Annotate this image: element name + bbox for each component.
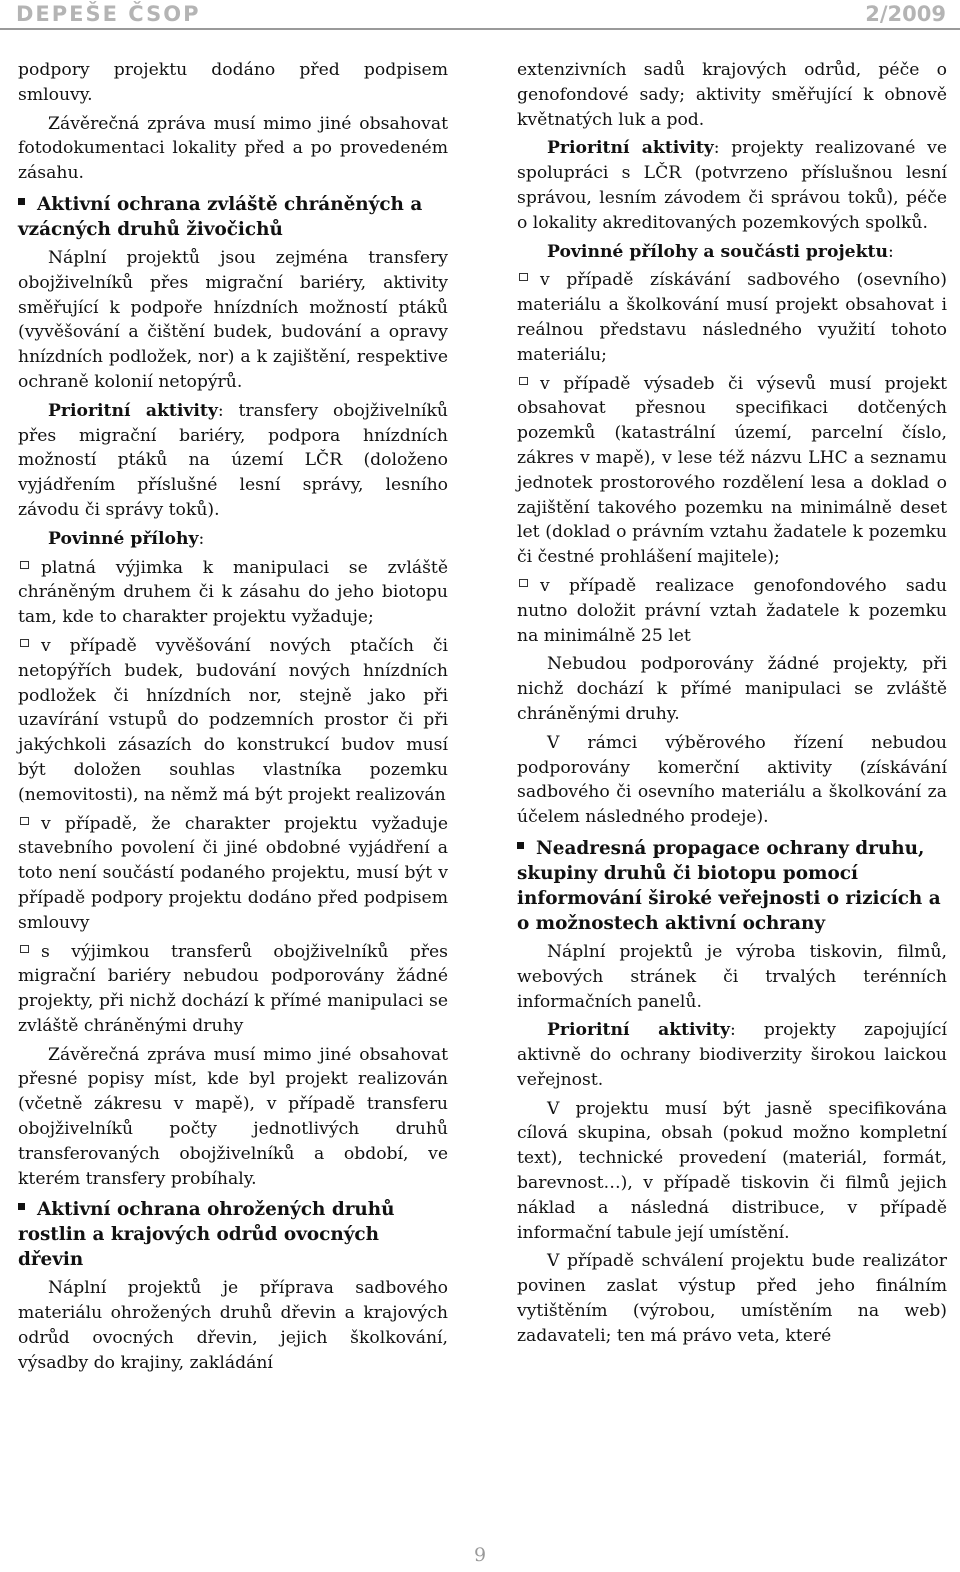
paragraph-text: : xyxy=(198,528,205,549)
square-bullet-icon xyxy=(18,198,25,205)
paragraph xyxy=(517,136,947,235)
paragraph-text: : transfery obojživelníků přes migrační bariéry, podpora hnízdních možností ptáků na území LČR (doloženo vyjádřením příslušné lesní správy, lesního závodu či správy toků). xyxy=(18,400,448,520)
section-heading xyxy=(517,836,947,936)
paragraph: podpory projektu dodáno před podpisem smlouvy. xyxy=(18,60,448,105)
paragraph xyxy=(18,527,448,552)
issue-number: 2/2009 xyxy=(865,2,946,26)
list-item xyxy=(517,268,947,367)
square-bullet-icon xyxy=(517,842,524,849)
list-item-text: v případě, že charakter projektu vyžaduje stavebního povolení či jiné obdobné vyjádření a toto není součástí podaného projektu, musí být v případě podpory projektu dodáno před podpisem smlouvy xyxy=(18,813,448,933)
list-item-text: v případě vyvěšování nových ptačích či netopýřích budek, budování nových hnízdních podložek či hnízdních nor, stejně jako při uzavírání vstupů do podzemních prostor či při jakýchkoli zásazích do konstrukcí budov musí být doložen souhlas vlastníka pozemku (nemovitosti), na němž má být projekt realizován xyxy=(18,635,448,805)
hollow-bullet-icon xyxy=(20,639,29,647)
paragraph: Závěrečná zpráva musí mimo jiné obsahovat přesné popisy míst, kde byl projekt realizován (včetně zákresu v mapě), v případě transferu obojživelníků počty jednotlivých druhů transferovaných obojživelníků a období, ve kterém transfery probíhaly. xyxy=(18,1044,448,1189)
label-bold: Prioritní aktivity xyxy=(547,1020,731,1041)
hollow-bullet-icon xyxy=(20,945,29,953)
hollow-bullet-icon xyxy=(519,377,528,385)
section-heading xyxy=(18,1197,448,1272)
publication-title: DEPEŠE ČSOP xyxy=(16,2,201,26)
paragraph: Nebudou podporovány žádné projekty, při nichž dochází k přímé manipulaci se zvláště chráněnými druhy. xyxy=(517,654,947,724)
paragraph-text: : projekty realizované ve spolupráci s LČR (potvrzeno příslušnou lesní správou, lesním závodem či správou toků), péče o lokality akreditovaných pozemkových spolků. xyxy=(517,138,947,233)
paragraph: V projektu musí být jasně specifikována cílová skupina, obsah (pokud možno kompletní text), technické provedení (materiál, formát, barevnost…), v případě tiskovin či filmů jejich náklad a následná distribuce, v případě informační tabule její umístění. xyxy=(517,1098,947,1243)
list-item xyxy=(18,634,448,808)
list-item-text: v případě získávání sadbového (osevního) materiálu a školkování musí projekt obsahovat i reálnou představu následného využití tohoto materiálu; xyxy=(517,270,947,365)
header-rule xyxy=(0,28,960,30)
list-item xyxy=(517,574,947,648)
list-item xyxy=(18,812,448,936)
paragraph: V rámci výběrového řízení nebudou podporovány komerční aktivity (získávání sadbového či osevního materiálu a školkování za účelem následného prodeje). xyxy=(517,732,947,828)
list-item-text: v případě výsadeb či výsevů musí projekt obsahovat přesnou specifikaci dotčených pozemků (katastrální území, parcelní číslo, zákres v mapě), v lese též názvu LHC a seznamu jednotek prostorového rozdělení lesa a doklad o zajištění takového pozemku na minimálně deset let (doklad o právním vztahu žadatele k pozemku či čestné prohlášení majitele); xyxy=(517,373,947,568)
list-item xyxy=(18,940,448,1039)
page-number: 9 xyxy=(473,1544,487,1566)
label-bold: Povinné přílohy xyxy=(48,528,199,549)
section-heading xyxy=(18,192,448,242)
square-bullet-icon xyxy=(18,1203,25,1210)
label-bold: Prioritní aktivity xyxy=(48,400,218,421)
paragraph xyxy=(18,399,448,523)
paragraph-text: : projekty zapojující aktivně do ochrany biodiverzity širokou laickou veřejnost. xyxy=(517,1020,947,1090)
list-item xyxy=(18,556,448,630)
hollow-bullet-icon xyxy=(519,579,528,587)
paragraph xyxy=(517,1018,947,1092)
section-heading-text: Aktivní ochrana ohrožených druhů rostlin a krajových odrůd ovocných dřevin xyxy=(18,1199,395,1271)
paragraph xyxy=(517,240,947,265)
list-item-text: v případě realizace genofondového sadu nutno doložit právní vztah žadatele k pozemku na minimálně 25 let xyxy=(517,575,947,646)
paragraph-text: : xyxy=(887,241,894,262)
hollow-bullet-icon xyxy=(519,273,528,281)
hollow-bullet-icon xyxy=(20,817,29,825)
list-item xyxy=(517,372,947,570)
label-bold: Povinné přílohy a součásti projektu xyxy=(547,241,888,262)
section-heading-text: Aktivní ochrana zvláště chráněných a vzácných druhů živočichů xyxy=(18,193,423,240)
right-column xyxy=(517,58,947,1353)
list-item-text: s výjimkou transferů obojživelníků přes migrační bariéry nebudou podporovány žádné projekty, při nichž dochází k přímé manipulaci se zvláště chráněnými druhy xyxy=(18,941,448,1036)
paragraph: Náplní projektů je výroba tiskovin, filmů, webových stránek či trvalých terénních informačních panelů. xyxy=(517,941,947,1012)
list-item-text: platná výjimka k manipulaci se zvláště chráněným druhem či k zásahu do jeho biotopu tam, kde to charakter projektu vyžaduje; xyxy=(18,557,448,628)
left-column xyxy=(18,58,448,1380)
section-heading-text: Neadresná propagace ochrany druhu, skupiny druhů či biotopu pomocí informování široké veřejnosti o rizicích a o možnostech aktivní ochrany xyxy=(517,837,941,934)
page-header xyxy=(0,0,960,30)
paragraph: Náplní projektů jsou zejména transfery obojživelníků přes migrační bariéry, aktivity směřující k podpoře hnízdních možností ptáků (vyvěšování a čištění budek, budování a opravy hnízdních podložek, nor) a k zajištění, respektive ochraně kolonií netopýrů. xyxy=(18,247,448,392)
paragraph: V případě schválení projektu bude realizátor povinen zaslat výstup před jeho finálním vytištěním (výrobou, umístěním na web) zadavateli; ten má právo veta, které xyxy=(517,1251,947,1346)
paragraph: Závěrečná zpráva musí mimo jiné obsahovat fotodokumentaci lokality před a po provedeném zásahu. xyxy=(18,113,448,184)
paragraph: extenzivních sadů krajových odrůd, péče o genofondové sady; aktivity směřující k obnově květnatých luk a pod. xyxy=(517,60,947,130)
hollow-bullet-icon xyxy=(20,561,29,569)
paragraph: Náplní projektů je příprava sadbového materiálu ohrožených druhů dřevin a krajových odrůd ovocných dřevin, jejich školkování, výsadby do krajiny, zakládání xyxy=(18,1278,448,1373)
label-bold: Prioritní aktivity xyxy=(547,138,714,159)
